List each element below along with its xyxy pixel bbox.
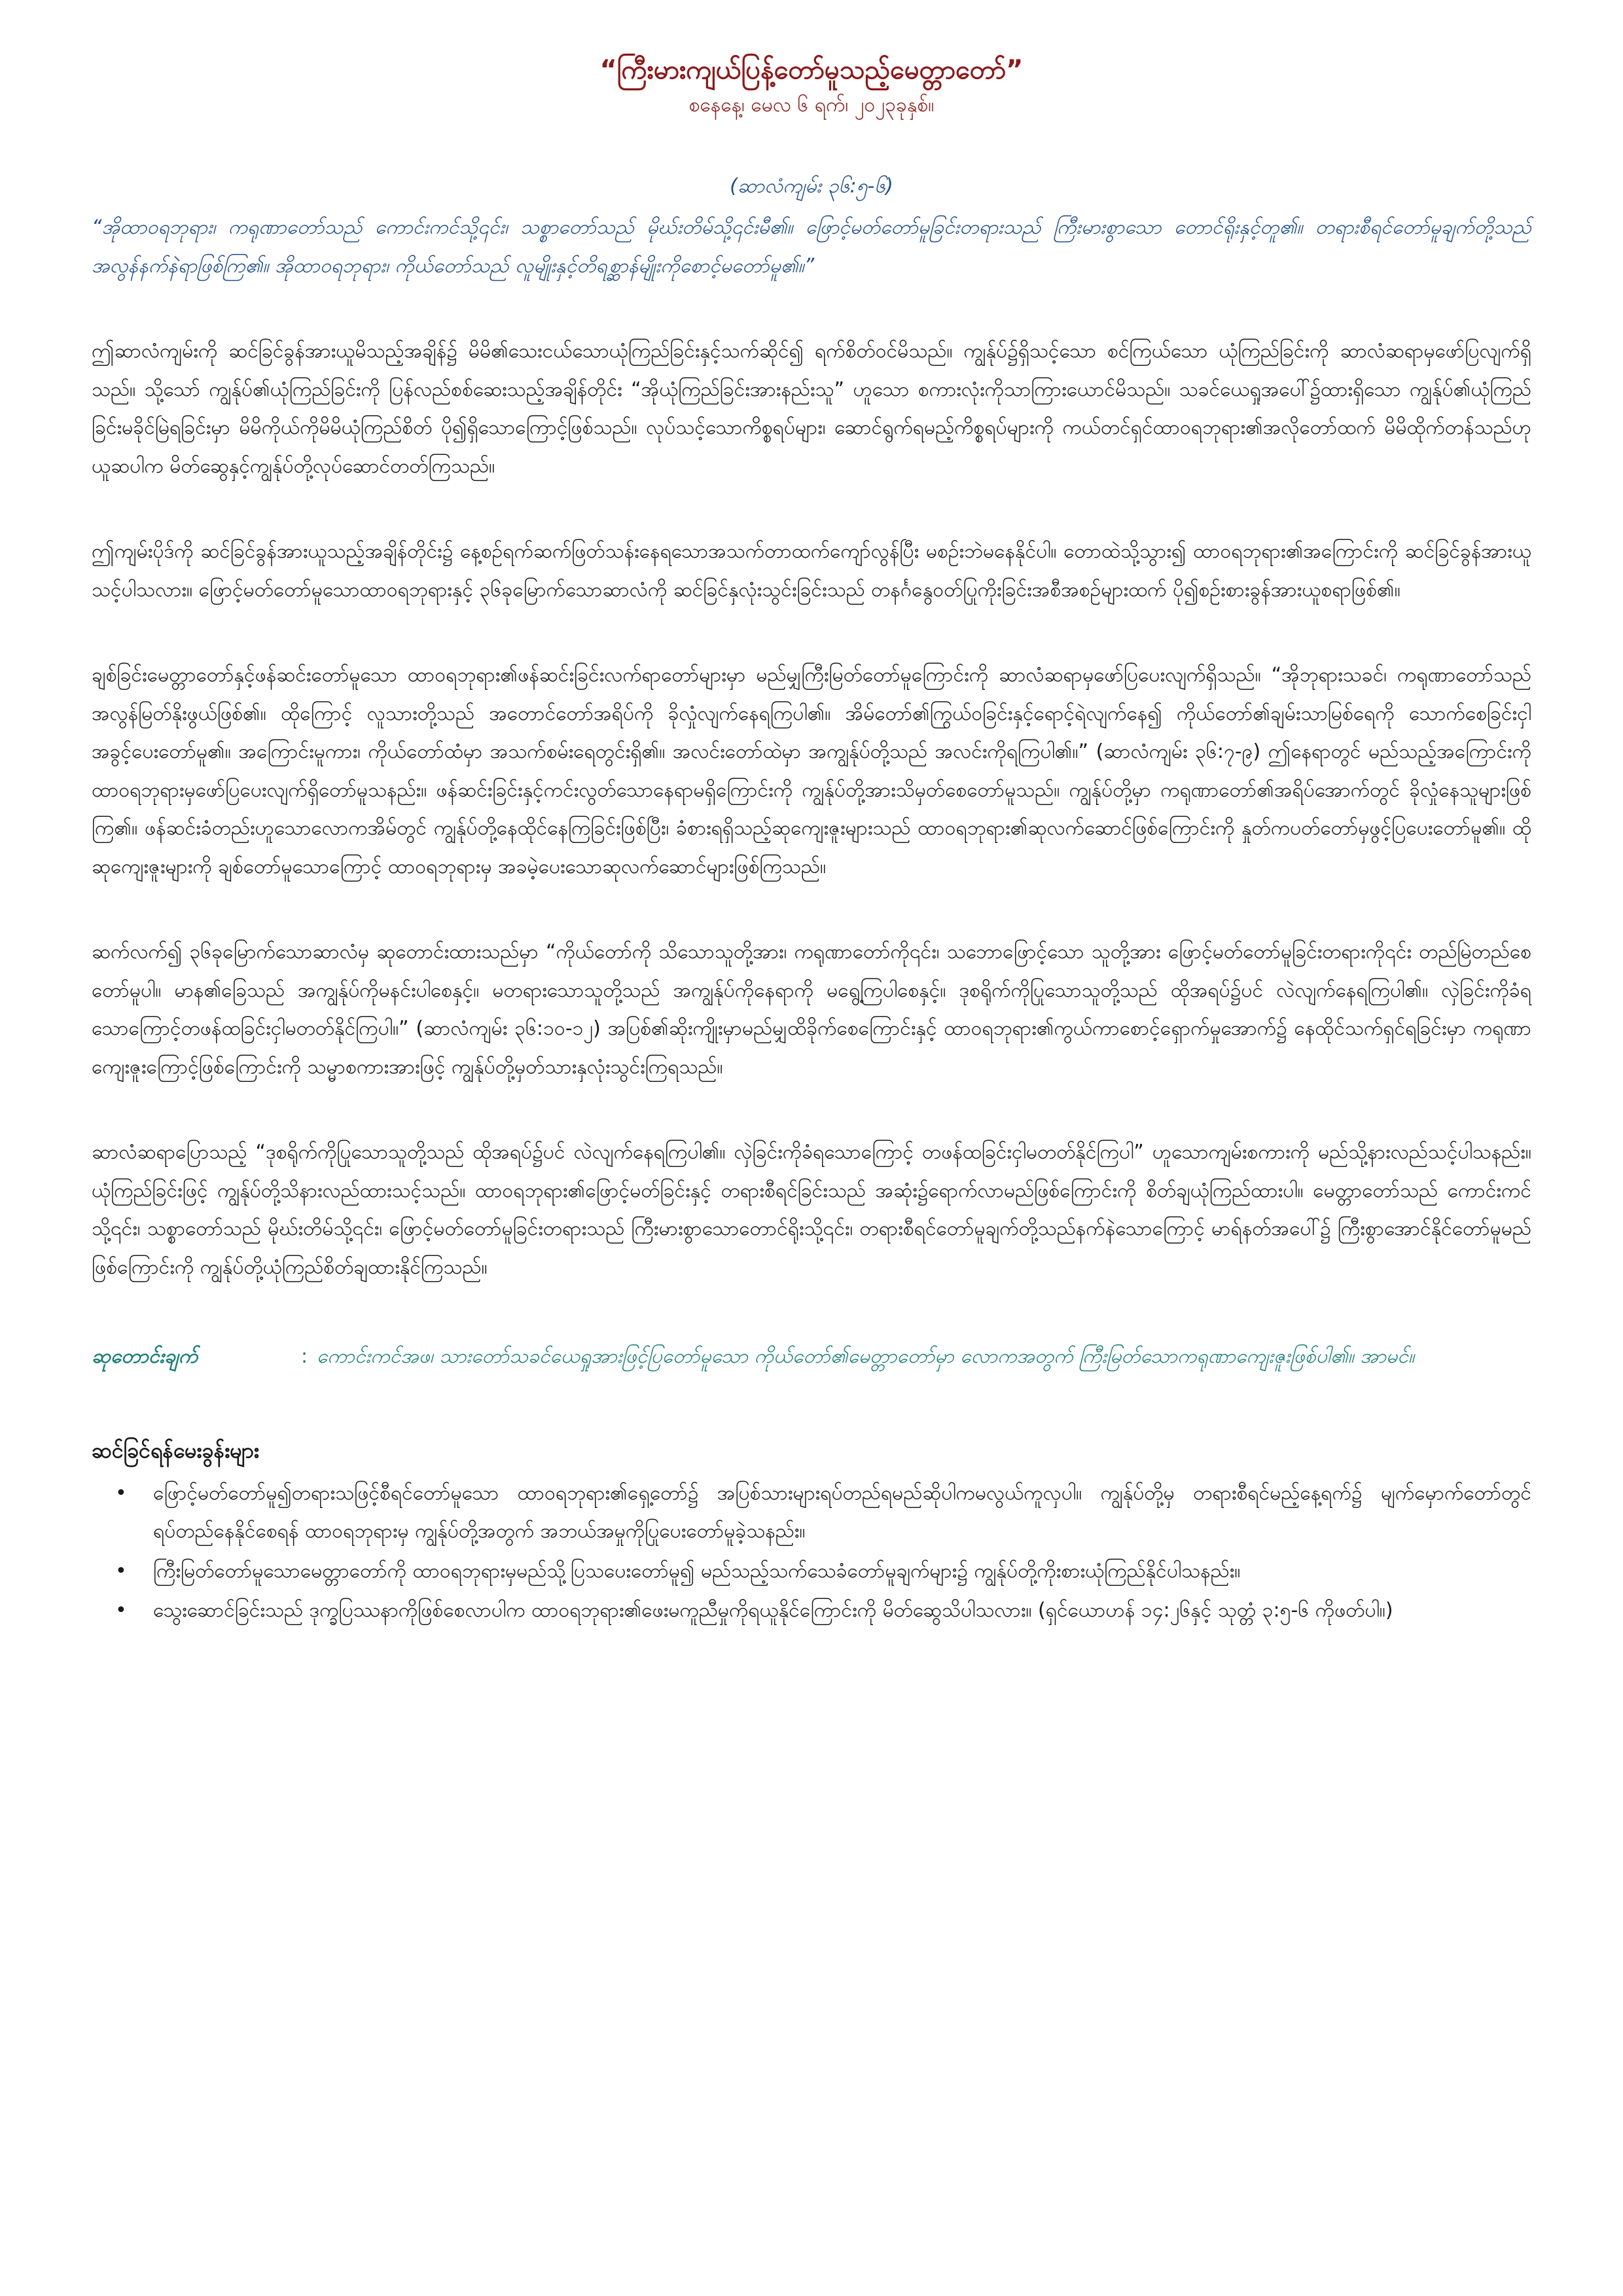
prayer-separator: : [301, 1345, 308, 1368]
date-line: စနေနေ့၊ မေလ ၆ ရက်၊ ၂၀၂၃ခုနှစ်။ [688, 94, 935, 117]
page-title: “ကြီးမားကျယ်ပြန့်တော်မူသည့်မေတ္တာတော်” [599, 55, 1024, 85]
paragraph-2: ဤကျမ်းပိုဒ်ကို ဆင်ခြင်ခွန်အားယူသည့်အချိန်တိုင်း၌ နေ့စဉ်ရက်ဆက်ဖြတ်သန်းနေရသောအသက်တာထက်ကျော်လွန်ပြီး မစဉ်းဘဲမနေနိုင်ပါ။ တောထဲသို့သွား၍ ထာဝရဘုရား၏အကြောင်းကို ဆင်ခြင်ခွန်အားယူသင့်ပါသလား။ ဖြောင့်မတ်တော်မူသောထာဝရဘုရားနှင့် ၃၆ခုမြောက်သောဆာလံကို ဆင်ခြင်နှလုံးသွင်းခြင်းသည် တနင်္ဂနွေဝတ်ပြုကိုးခြင်းအစီအစဉ်များထက် ပို၍စဉ်းစားခွန်အားယူစရာဖြစ်၏။ [92, 540, 1531, 601]
question-item: • ကြီးမြတ်တော်မူသောမေတ္တာတော်ကို ထာဝရဘုရားမှမည်သို့ပြသပေးတော်မူ၍ မည်သည့်သက်သေခံတော်မူချက်များ၌ ကျွန်ုပ်တို့ကိုးစားယုံကြည်နိုင်ပါသနည်း။ [153, 1552, 1531, 1591]
scripture-reference: (ဆာလံကျမ်း ၃၆:၅-၆) [730, 175, 893, 198]
paragraph-3: ချစ်ခြင်းမေတ္တာတော်နှင့်ဖန်ဆင်းတော်မူသော ထာဝရဘုရား၏ဖန်ဆင်းခြင်းလက်ရာတော်များမှာ မည်မျှကြီးမြတ်တော်မူကြောင်းကို ဆာလံဆရာမှဖော်ပြပေးလျက်ရှိသည်။ “အိုဘုရားသခင်၊ ကရုဏာတော်သည် အလွန်မြတ်နိုးဖွယ်ဖြစ်၏။ ထိုကြောင့် လူသားတို့သည် အတောင်တော်အရိပ်ကို ခိုလှုံလျက်နေရကြပါ၏။ အိမ်တော်၏ကြွယ်ဝခြင်းနှင့်ရောင့်ရဲလျက်နေ၍ ကိုယ်တော်၏ချမ်းသာမြစ်ရေကို သောက်စေခြင်းငှါအခွင့်ပေးတော်မူ၏။ အကြောင်းမူကား၊ ကိုယ်တော်ထံမှာ အသက်စမ်းရေတွင်းရှိ၏။ အလင်းတော်ထဲမှာ အကျွန်ုပ်တို့သည် အလင်းကိုရကြပါ၏။” (ဆာလံကျမ်း ၃၆:၇-၉) ဤနေရာတွင် မည်သည့်အကြောင်းကို ထာဝရဘုရားမှဖော်ပြပေးလျက်ရှိတော်မူသနည်း။ ဖန်ဆင်းခြင်းနှင့်ကင်းလွတ်သောနေရာမရှိကြောင်းကို ကျွန်ုပ်တို့အားသိမှတ်စေတော်မူသည်။ ကျွန်ုပ်တို့မှာ ကရုဏာတော်၏အရိပ်အောက်တွင် ခိုလှုံနေသူများဖြစ်ကြ၏။ ဖန်ဆင်းခံတည်းဟူသောလောကအိမ်တွင် ကျွန်ုပ်တို့နေထိုင်နေကြခြင်းဖြစ်ပြီး၊ ခံစားရရှိသည့်ဆုကျေးဇူးများသည် ထာဝရဘုရား၏ဆုလက်ဆောင်ဖြစ်ကြောင်းကို နှုတ်ကပတ်တော်မှဖွင့်ပြပေးတော်မူ၏။ ထိုဆုကျေးဇူးများကို ချစ်တော်မူသောကြောင့် ထာဝရဘုရားမှ အခမဲ့ပေးသောဆုလက်ဆောင်များဖြစ်ကြသည်။ [92, 664, 1531, 878]
questions-heading: ဆင်ခြင်ရန်မေးခွန်းများ [92, 1437, 259, 1463]
prayer-section [92, 1338, 1531, 1376]
paragraph-4: ဆက်လက်၍ ၃၆ခုမြောက်သောဆာလံမှ ဆုတောင်းထားသည်မှာ “ကိုယ်တော်ကို သိသောသူတို့အား၊ ကရုဏာတော်ကို၎င်း၊ သဘောဖြောင့်သော သူတို့အား ဖြောင့်မတ်တော်မူခြင်းတရားကို၎င်း တည်မြဲတည်စေတော်မူပါ။ မာန၏ခြေသည် အကျွန်ုပ်ကိုမနင်းပါစေနှင့်။ မတရားသောသူတို့သည် အကျွန်ုပ်ကိုနေရာကို မရွေ့ကြပါစေနှင့်။ ဒုစရိုက်ကိုပြုသောသူတို့သည် ထိုအရပ်၌ပင် လဲလျက်နေရကြပါ၏။ လှဲခြင်းကိုခံရသောကြောင့်တဖန်ထခြင်းငှါမတတ်နိုင်ကြပါ။” (ဆာလံကျမ်း ၃၆:၁၀-၁၂) အပြစ်၏ဆိုးကျိုးမှာမည်မျှထိခိုက်စေကြောင်းနှင့် ထာဝရဘုရား၏ကွယ်ကာစောင့်ရှောက်မှုအောက်၌ နေထိုင်သက်ရှင်ရခြင်းမှာ ကရုဏာကျေးဇူးကြောင့်ဖြစ်ကြောင်းကို သမ္မာစကားအားဖြင့် ကျွန်ုပ်တို့မှတ်သားနှလုံးသွင်းကြရသည်။ [92, 941, 1531, 1079]
question-item: • ဖြောင့်မတ်တော်မူ၍တရားသဖြင့်စီရင်တော်မူသော ထာဝရဘုရား၏ရှေ့တော်၌ အပြစ်သားများရပ်တည်ရမည်ဆိုပါကမလွယ်ကူလှပါ။ ကျွန်ုပ်တို့မှ တရားစီရင်မည့်နေ့ရက်၌ မျက်မှောက်တော်တွင် ရပ်တည်နေနိုင်စေရန် ထာဝရဘုရားမှ ကျွန်ုပ်တို့အတွက် အဘယ်အမှုကိုပြုပေးတော်မူခဲ့သနည်း။ [153, 1475, 1531, 1551]
paragraph-1: ဤဆာလံကျမ်းကို ဆင်ခြင်ခွန်အားယူမိသည့်အချိန်၌ မိမိ၏သေးငယ်သောယုံကြည်ခြင်းနှင့်သက်ဆိုင်၍ ရက်စိတ်ဝင်မိသည်။ ကျွန်ုပ်၌ရှိသင့်သော စင်ကြယ်သော ယုံကြည်ခြင်းကို ဆာလံဆရာမှဖော်ပြလျက်ရှိသည်။ သို့သော် ကျွန်ုပ်၏ယုံကြည်ခြင်းကို ပြန်လည်စစ်ဆေးသည့်အချိန်တိုင်း “အိုယုံကြည်ခြင်းအားနည်းသူ” ဟူသော စကားလုံးကိုသာကြားယောင်မိသည်။ သခင်ယေရှုအပေါ်၌ထားရှိသော ကျွန်ုပ်၏ယုံကြည်ခြင်းမခိုင်မြဲရခြင်းမှာ မိမိကိုယ်ကိုမိမိယုံကြည်စိတ် ပို၍ရှိသောကြောင့်ဖြစ်သည်။ လုပ်သင့်သောကိစ္စရပ်များ၊ ဆောင်ရွက်ရမည့်ကိစ္စရပ်များကို ကယ်တင်ရှင်ထာဝရဘုရား၏အလိုတော်ထက် မိမိထိုက်တန်သည်ဟုယူဆပါက မိတ်ဆွေနှင့်ကျွန်ုပ်တို့လုပ်ဆောင်တတ်ကြသည်။ [92, 340, 1531, 478]
questions-list [92, 1475, 1531, 1630]
prayer-label: ဆုတောင်းချက် [92, 1345, 198, 1368]
devotional-page [92, 52, 1531, 1632]
prayer-text: ကောင်းကင်အဖ၊ သားတော်သခင်ယေရှုအားဖြင့်ပြတော်မူသော ကိုယ်တော်၏မေတ္တာတော်မှာ လောကအတွက် ကြီးမြတ်သောကရုဏာကျေးဇူးဖြစ်ပါ၏။ အာမင်။ [317, 1345, 1415, 1368]
question-item: • သွေးဆောင်ခြင်းသည် ဒုက္ခပြဿနာကိုဖြစ်စေလာပါက ထာဝရဘုရား၏ဖေးမကူညီမှုကိုရယူနိုင်ကြောင်းကို မိတ်ဆွေသိပါသလား။ (ရှင်ယောဟန် ၁၄:၂၆နှင့် သုတ္တံ ၃:၅-၆ ကိုဖတ်ပါ။) [153, 1592, 1531, 1630]
paragraph-5: ဆာလံဆရာပြောသည့် “ဒုစရိုက်ကိုပြုသောသူတို့သည် ထိုအရပ်၌ပင် လဲလျက်နေရကြပါ၏။ လှဲခြင်းကိုခံရသောကြောင့် တဖန်ထခြင်းငှါမတတ်နိုင်ကြပါ” ဟူသောကျမ်းစကားကို မည်သို့နားလည်သင့်ပါသနည်း။ ယုံကြည်ခြင်းဖြင့် ကျွန်ုပ်တို့သိနားလည်ထားသင့်သည်။ ထာဝရဘုရား၏ဖြောင့်မတ်ခြင်းနှင့် တရားစီရင်ခြင်းသည် အဆုံး၌ရောက်လာမည်ဖြစ်ကြောင်းကို စိတ်ချယုံကြည်ထားပါ။ မေတ္တာတော်သည် ကောင်းကင်သို့၎င်း၊ သစ္စာတော်သည် မိုဃ်းတိမ်သို့၎င်း၊ ဖြောင့်မတ်တော်မူခြင်းတရားသည် ကြီးမားစွာသောတောင်ရိုးသို့၎င်း၊ တရားစီရင်တော်မူချက်တို့သည်နက်နဲသောကြောင့် မာရ်နတ်အပေါ်၌ ကြီးစွာအောင်နိုင်တော်မူမည်ဖြစ်ကြောင်းကို ကျွန်ုပ်တို့ယုံကြည်စိတ်ချထားနိုင်ကြသည်။ [92, 1141, 1531, 1279]
scripture-verse: “အိုထာဝရဘုရား၊ ကရုဏာတော်သည် ကောင်းကင်သို့၎င်း၊ သစ္စာတော်သည် မိုဃ်းတိမ်သို့၎င်းမီ၏။ ဖြောင့်မတ်တော်မူခြင်းတရားသည် ကြီးမားစွာသော တောင်ရိုးနှင့်တူ၏။ တရားစီရင်တော်မူချက်တို့သည် အလွန်နက်နဲရာဖြစ်ကြ၏။ အိုထာဝရဘုရား၊ ကိုယ်တော်သည် လူမျိုးနှင့်တိရစ္ဆာန်မျိုးကိုစောင့်မတော်မူ၏။” [92, 216, 1531, 278]
